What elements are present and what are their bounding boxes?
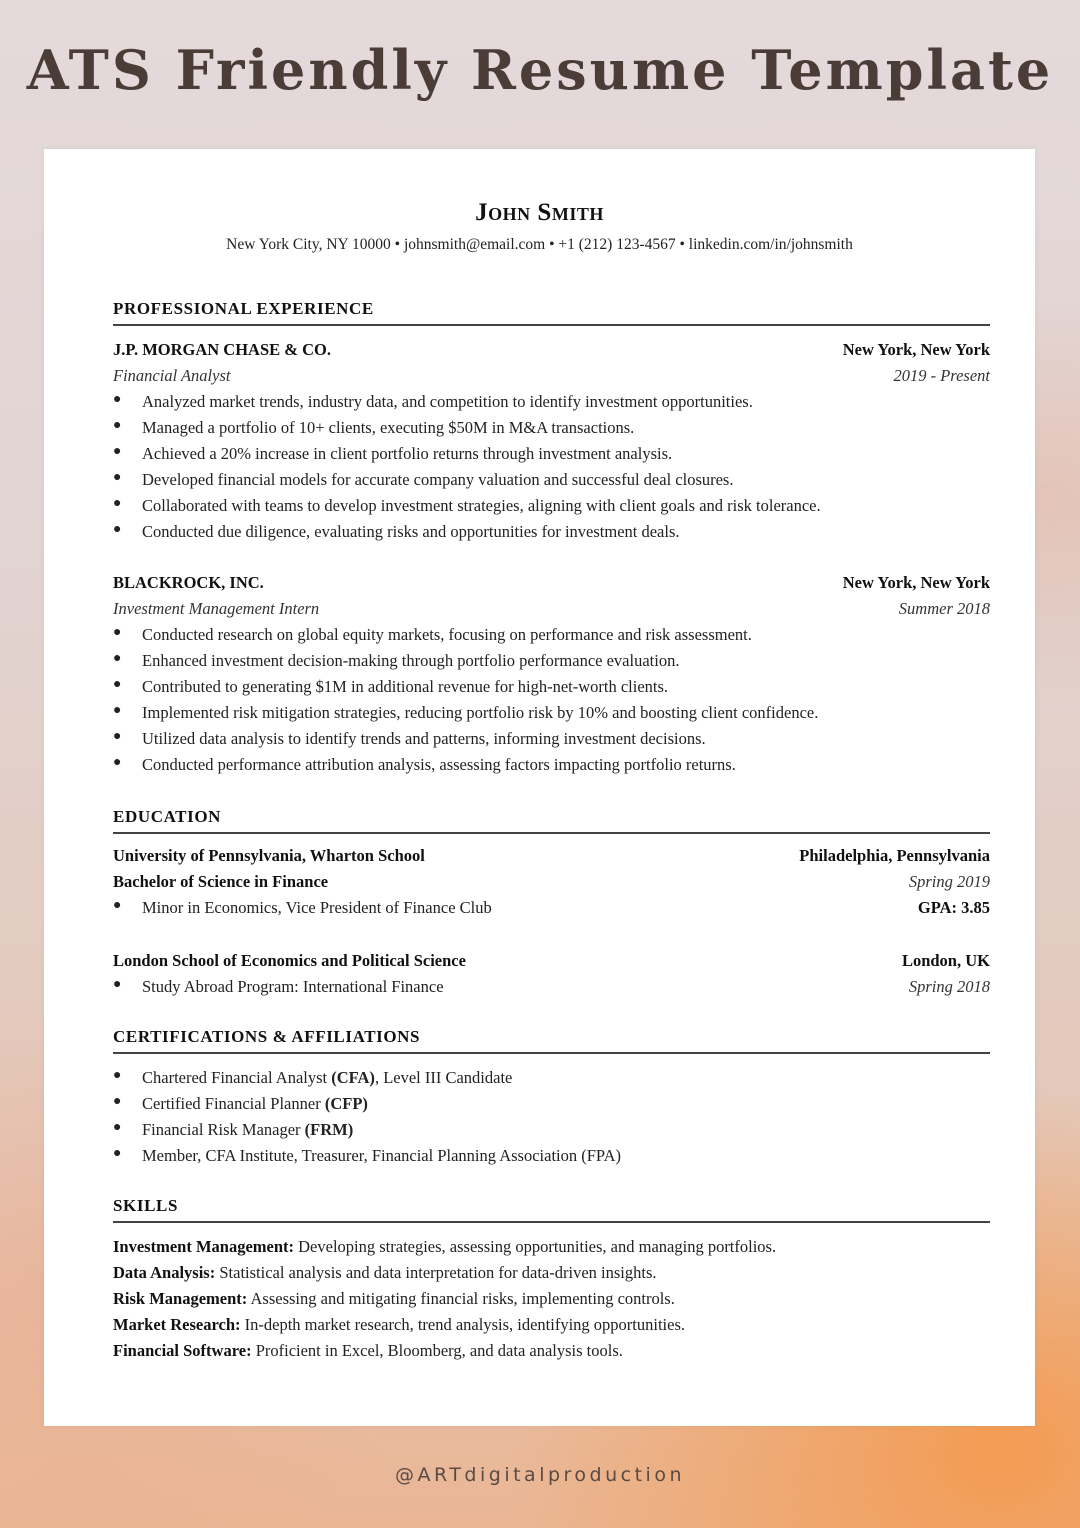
list-item: ● Study Abroad Program: International Finance Spring 2018 — [113, 977, 990, 996]
education-heading: EDUCATION — [113, 807, 990, 834]
job-location: New York, New York — [842, 340, 990, 359]
bullet-icon: ● — [113, 755, 122, 770]
experience-heading: PROFESSIONAL EXPERIENCE — [113, 299, 990, 326]
school-subheader — [113, 872, 990, 896]
bullet-icon: ● — [113, 496, 122, 511]
bullet-icon: ● — [113, 625, 122, 640]
job-dates: Summer 2018 — [898, 599, 990, 618]
gpa: GPA: 3.85 — [917, 898, 990, 917]
footer-handle: @ARTdigitalproduction — [395, 1464, 685, 1486]
skill-line: Data Analysis: Statistical analysis and data interpretation for data-driven insights. — [113, 1263, 657, 1282]
bullet-icon: ● — [113, 392, 122, 407]
job-dates: 2019 - Present — [893, 366, 990, 385]
school-location: Philadelphia, Pennsylvania — [799, 846, 990, 865]
bullet-icon: ● — [113, 898, 122, 913]
job-title: Financial Analyst — [113, 366, 231, 385]
bullet-icon: ● — [113, 522, 122, 537]
bullet-icon: ● — [113, 1068, 122, 1083]
banner-title: ATS Friendly Resume Template — [26, 38, 1054, 102]
list-item: ● Analyzed market trends, industry data, and competition to identify investment opportunities. — [113, 392, 753, 411]
list-item: ● Achieved a 20% increase in client portfolio returns through investment analysis. — [113, 444, 673, 463]
candidate-name: John Smith — [475, 199, 604, 226]
job-subheader — [113, 366, 990, 390]
school-location: London, UK — [901, 951, 990, 970]
company-name: BLACKROCK, INC. — [113, 573, 264, 592]
school-name: University of Pennsylvania, Wharton School — [113, 846, 425, 865]
list-item: ● Chartered Financial Analyst (CFA), Level III Candidate — [113, 1068, 513, 1087]
job-header — [113, 340, 990, 364]
job-location: New York, New York — [842, 573, 990, 592]
list-item: ● Conducted performance attribution analysis, assessing factors impacting portfolio returns. — [113, 755, 736, 774]
skill-line: Investment Management: Developing strategies, assessing opportunities, and managing portfolios. — [113, 1237, 777, 1256]
bullet-icon: ● — [113, 1094, 122, 1109]
list-item: ● Contributed to generating $1M in additional revenue for high-net-worth clients. — [113, 677, 669, 696]
study-date: Spring 2018 — [908, 977, 990, 996]
skill-line: Financial Software: Proficient in Excel, Bloomberg, and data analysis tools. — [113, 1341, 623, 1360]
list-item: ● Enhanced investment decision-making through portfolio performance evaluation. — [113, 651, 680, 670]
job-header — [113, 573, 990, 597]
school-header — [113, 846, 990, 870]
bullet-icon: ● — [113, 444, 122, 459]
list-item: ● Conducted research on global equity markets, focusing on performance and risk assessment. — [113, 625, 752, 644]
certifications-heading: CERTIFICATIONS & AFFILIATIONS — [113, 1027, 990, 1054]
bullet-icon: ● — [113, 729, 122, 744]
contact-line: New York City, NY 10000 • johnsmith@email.com • +1 (212) 123-4567 • linkedin.com/in/johnsmith — [226, 236, 853, 253]
graduation-date: Spring 2019 — [908, 872, 990, 891]
bullet-icon: ● — [113, 677, 122, 692]
bullet-icon: ● — [113, 703, 122, 718]
school-name: London School of Economics and Political Science — [113, 951, 466, 970]
bullet-icon: ● — [113, 470, 122, 485]
bullet-icon: ● — [113, 1120, 122, 1135]
list-item: ● Collaborated with teams to develop investment strategies, aligning with client goals and risk tolerance. — [113, 496, 821, 515]
school-header — [113, 951, 990, 975]
list-item: ● Managed a portfolio of 10+ clients, executing $50M in M&A transactions. — [113, 418, 635, 437]
company-name: J.P. MORGAN CHASE & CO. — [113, 340, 332, 359]
skill-line: Risk Management: Assessing and mitigating financial risks, implementing controls. — [113, 1289, 675, 1308]
list-item: ● Member, CFA Institute, Treasurer, Financial Planning Association (FPA) — [113, 1146, 621, 1165]
list-item: ● Certified Financial Planner (CFP) — [113, 1094, 368, 1113]
skill-line: Market Research: In-depth market research, trend analysis, identifying opportunities. — [113, 1315, 685, 1334]
job-title: Investment Management Intern — [113, 599, 320, 618]
bullet-icon: ● — [113, 651, 122, 666]
resume-page — [44, 149, 1035, 1426]
list-item: ● Implemented risk mitigation strategies, reducing portfolio risk by 10% and boosting client confidence. — [113, 703, 819, 722]
skills-heading: SKILLS — [113, 1196, 990, 1223]
list-item: ● Utilized data analysis to identify trends and patterns, informing investment decisions. — [113, 729, 706, 748]
list-item: ● Minor in Economics, Vice President of Finance Club GPA: 3.85 — [113, 898, 990, 917]
bullet-icon: ● — [113, 977, 122, 992]
bullet-icon: ● — [113, 418, 122, 433]
list-item: ● Developed financial models for accurate company valuation and successful deal closures. — [113, 470, 734, 489]
list-item: ● Conducted due diligence, evaluating risks and opportunities for investment deals. — [113, 522, 680, 541]
bullet-icon: ● — [113, 1146, 122, 1161]
degree: Bachelor of Science in Finance — [113, 872, 329, 891]
list-item: ● Financial Risk Manager (FRM) — [113, 1120, 354, 1139]
job-subheader — [113, 599, 990, 623]
